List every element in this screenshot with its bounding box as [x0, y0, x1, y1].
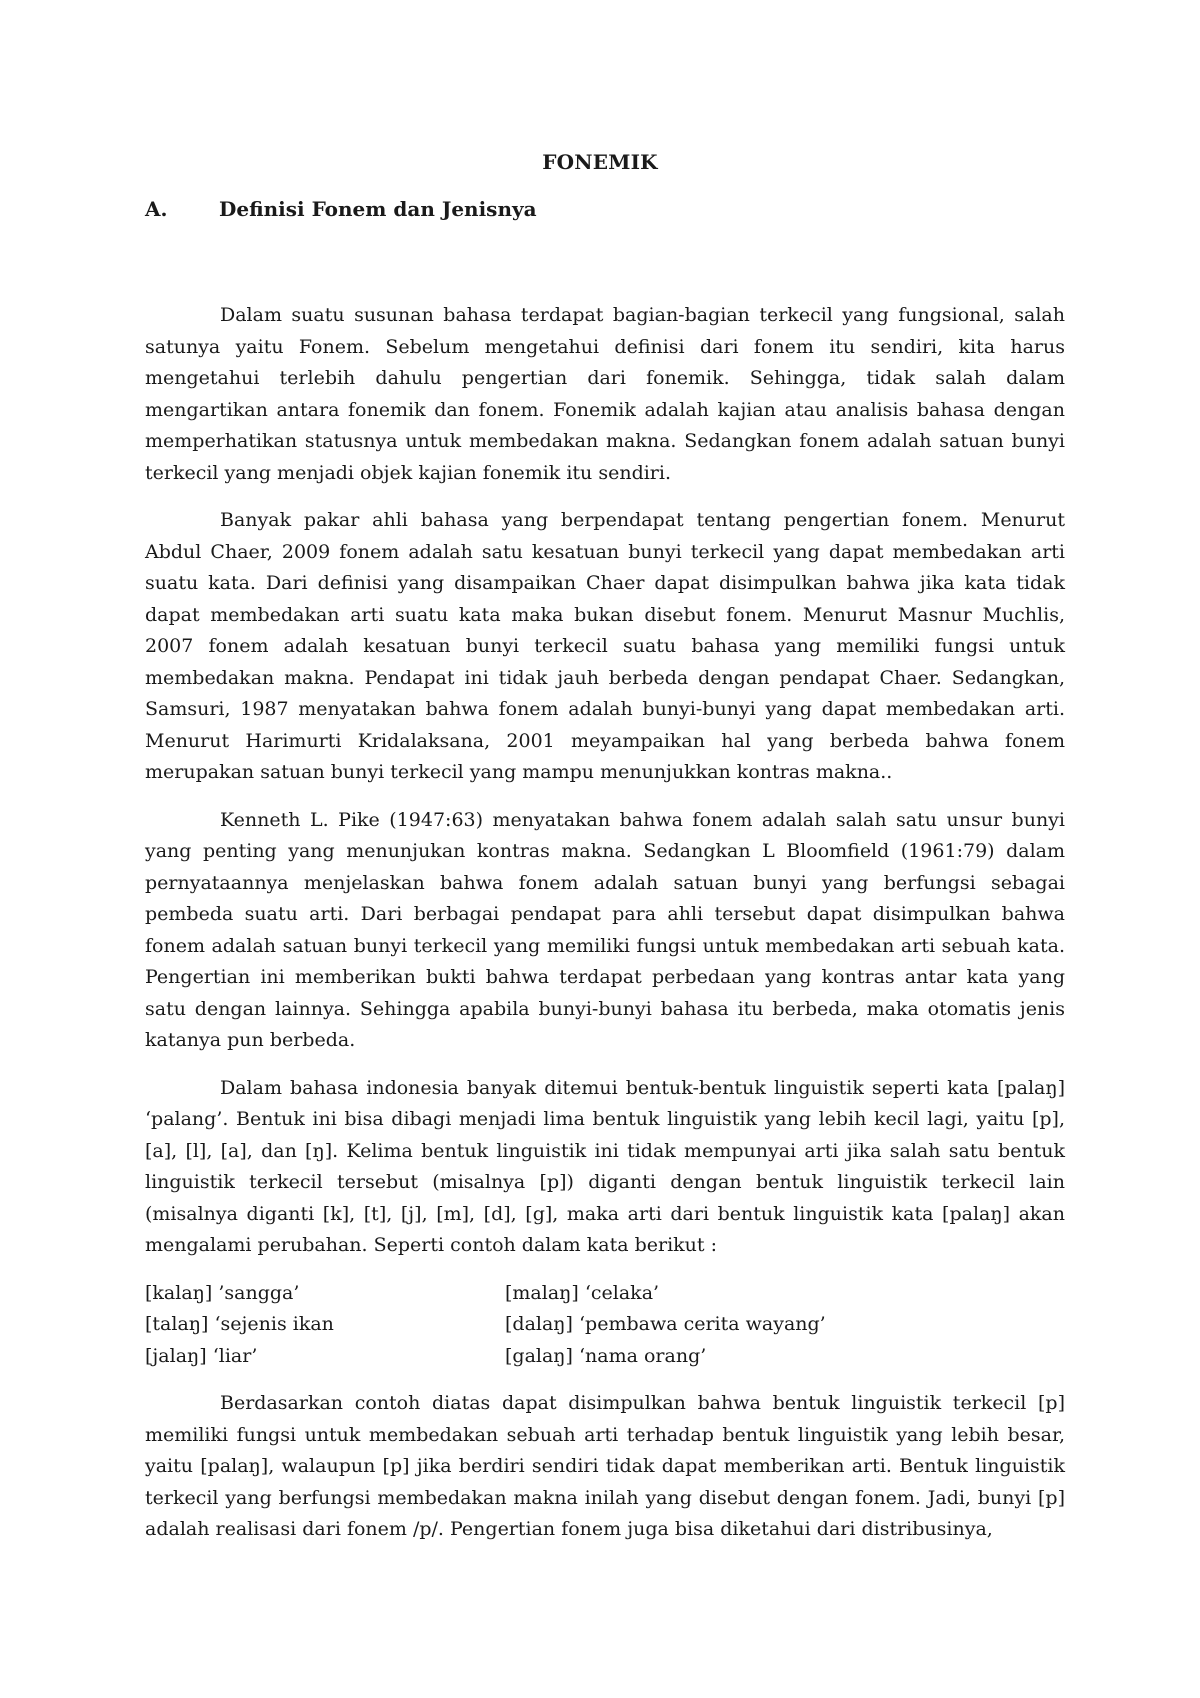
example-row	[145, 1309, 1065, 1341]
example-item: [talaŋ] ‘sejenis ikan	[145, 1313, 334, 1335]
section-number: A.	[145, 197, 168, 221]
example-item: [jalaŋ] ‘liar’	[145, 1344, 258, 1367]
paragraph-4: Dalam bahasa indonesia banyak ditemui bentuk-bentuk linguistik seperti kata [palaŋ] ‘palang’. Bentuk ini bisa dibagi menjadi lima bentuk linguistik yang lebih kecil lagi, yaitu [p], [a], [l], [a], dan [ŋ]. Kelima bentuk linguistik ini tidak mempunyai arti jika salah satu bentuk linguistik terkecil tersebut (misalnya [p]) diganti dengan bentuk linguistik terkecil lain (misalnya diganti [k], [t], [j], [m], [d], [g], maka arti dari bentuk linguistik kata [palaŋ] akan mengalami perubahan. Seperti contoh dalam kata berikut :	[145, 1076, 1065, 1256]
paragraph-1: Dalam suatu susunan bahasa terdapat bagian-bagian terkecil yang fungsional, salah satunya yaitu Fonem. Sebelum mengetahui definisi dari fonem itu sendiri, kita harus mengetahui terlebih dahulu pengertian dari fonemik. Sehingga, tidak salah dalam mengartikan antara fonemik dan fonem. Fonemik adalah kajian atau analisis bahasa dengan memperhatikan statusnya untuk membedakan makna. Sedangkan fonem adalah satuan bunyi terkecil yang menjadi objek kajian fonemik itu sendiri.	[145, 304, 1065, 484]
document-title: FONEMIK	[542, 150, 658, 174]
example-row	[145, 1278, 1065, 1310]
document-body	[145, 300, 1065, 1562]
example-item: [kalaŋ] ’sangga’	[145, 1281, 300, 1304]
example-item: [dalaŋ] ‘pembawa cerita wayang’	[505, 1313, 826, 1335]
section-title: Definisi Fonem dan Jenisnya	[219, 197, 537, 221]
section-heading	[145, 197, 537, 221]
paragraph-5: Berdasarkan contoh diatas dapat disimpulkan bahwa bentuk linguistik terkecil [p] memiliki fungsi untuk membedakan sebuah arti terhadap bentuk linguistik yang lebih besar, yaitu [palaŋ], walaupun [p] jika berdiri sendiri tidak dapat memberikan arti. Bentuk linguistik terkecil yang berfungsi membedakan makna inilah yang disebut dengan fonem. Jadi, bunyi [p] adalah realisasi dari fonem /p/. Pengertian fonem juga bisa diketahui dari distribusinya,	[145, 1392, 1065, 1540]
example-row	[145, 1341, 1065, 1373]
paragraph-2: Banyak pakar ahli bahasa yang berpendapat tentang pengertian fonem. Menurut Abdul Chaer, 2009 fonem adalah satu kesatuan bunyi terkecil yang dapat membedakan arti suatu kata. Dari definisi yang disampaikan Chaer dapat disimpulkan bahwa jika kata tidak dapat membedakan arti suatu kata maka bukan disebut fonem. Menurut Masnur Muchlis, 2007 fonem adalah kesatuan bunyi terkecil suatu bahasa yang memiliki fungsi untuk membedakan makna. Pendapat ini tidak jauh berbeda dengan pendapat Chaer. Sedangkan, Samsuri, 1987 menyatakan bahwa fonem adalah bunyi-bunyi yang dapat membedakan arti. Menurut Harimurti Kridalaksana, 2001 meyampaikan hal yang berbeda bahwa fonem merupakan satuan bunyi terkecil yang mampu menunjukkan kontras makna..	[145, 509, 1065, 783]
example-item: [malaŋ] ‘celaka’	[505, 1281, 660, 1304]
example-list	[145, 1278, 1065, 1373]
paragraph-3: Kenneth L. Pike (1947:63) menyatakan bahwa fonem adalah salah satu unsur bunyi yang penting yang menunjukan kontras makna. Sedangkan L Bloomfield (1961:79) dalam pernyataannya menjelaskan bahwa fonem adalah satuan bunyi yang berfungsi sebagai pembeda suatu arti. Dari berbagai pendapat para ahli tersebut dapat disimpulkan bahwa fonem adalah satuan bunyi terkecil yang memiliki fungsi untuk membedakan arti sebuah kata. Pengertian ini memberikan bukti bahwa terdapat perbedaan yang kontras antar kata yang satu dengan lainnya. Sehingga apabila bunyi-bunyi bahasa itu berbeda, maka otomatis jenis katanya pun berbeda.	[145, 808, 1065, 1051]
example-item: [galaŋ] ‘nama orang’	[505, 1344, 707, 1367]
